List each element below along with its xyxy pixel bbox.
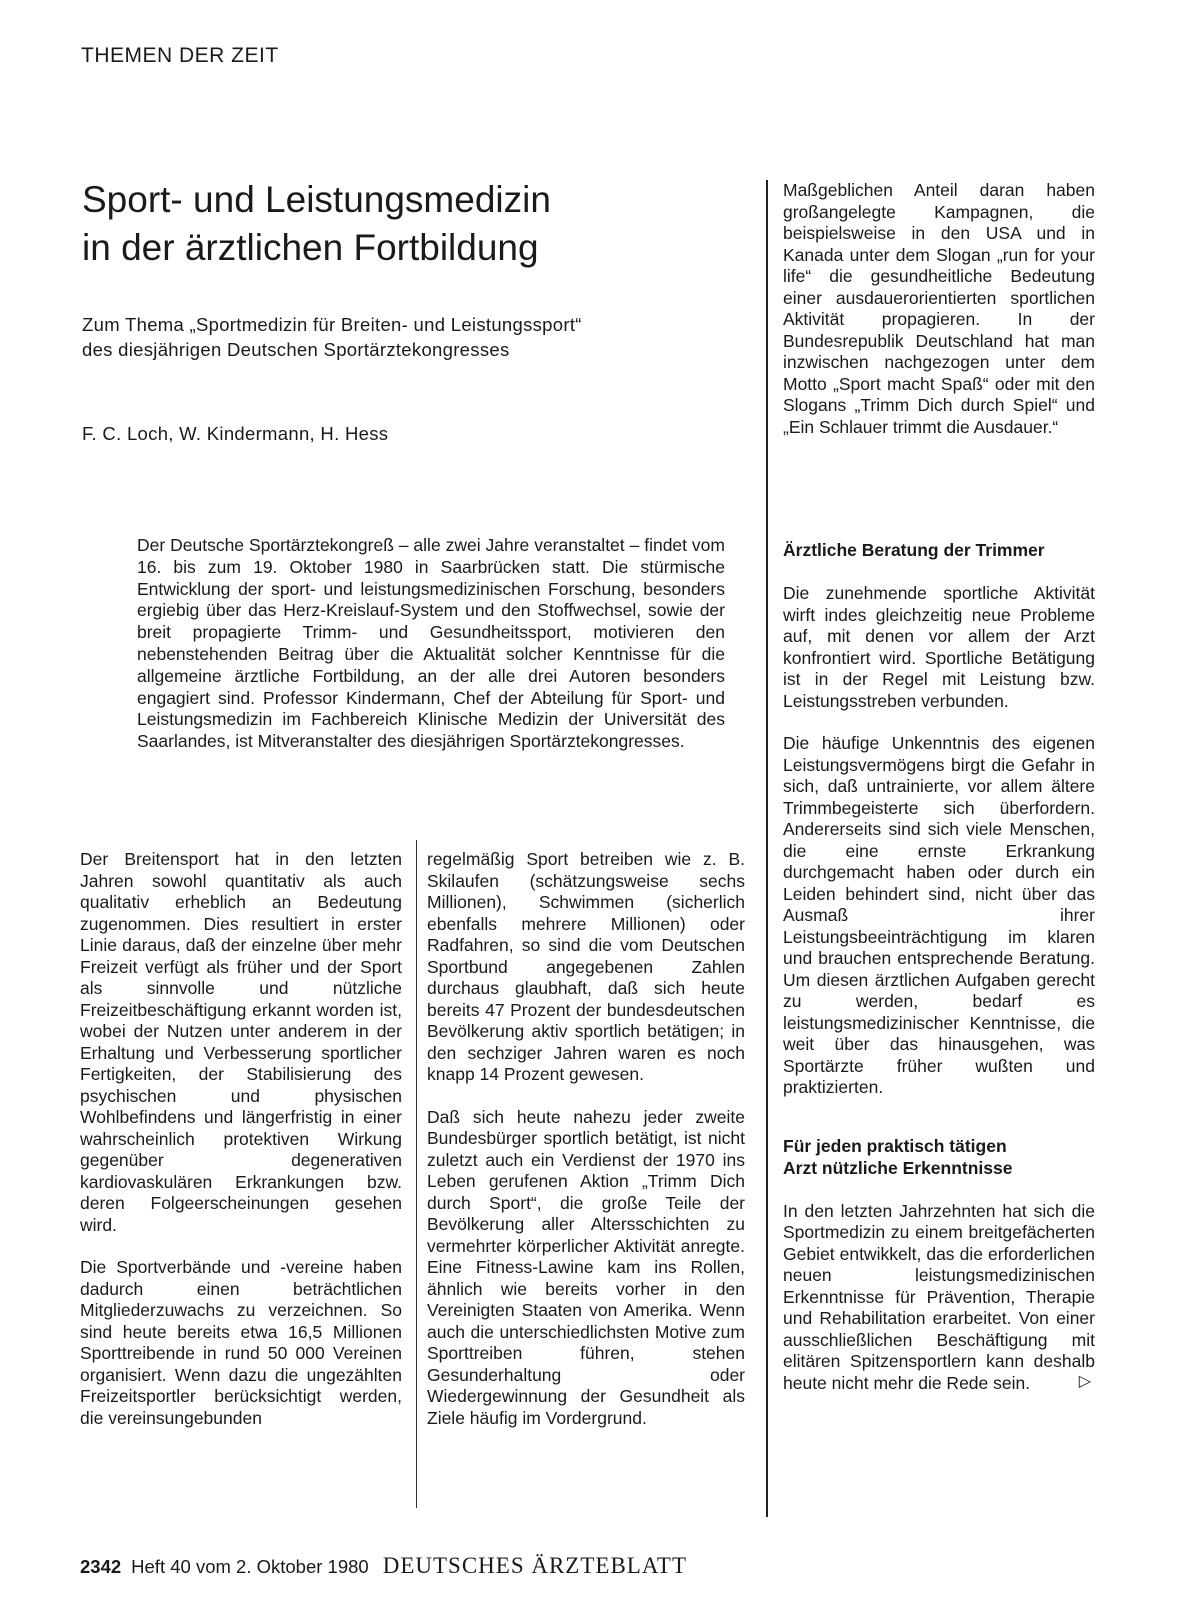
continue-arrow-icon: ▷ <box>1078 1372 1091 1390</box>
paragraph: Die Sportverbände und -vereine haben dadurch einen beträchtlichen Mitgliederzuwachs zu verzeichnen. So sind heute bereits etwa 16,5 Millionen Sporttreibende in rund 50 000 Vereinen organisiert. Wenn dazu die ungezählten Freizeitsportler berücksichtigt werden, die vereinsungebunden <box>80 1257 402 1428</box>
paragraph: Die häufige Unkenntnis des eigenen Leistungsvermögens birgt die Gefahr in sich, daß untrainierte, vor allem ältere Trimmbegeisterte sich überfordern. Andererseits sind sich viele Menschen, die eine ernste Erkrankung durchgemacht haben oder durch ein Leiden behindert sind, nicht über das Ausmaß ihrer Leistungsbeeinträchtigung im klaren und brauchen entsprechende Beratung. Um diesen ärztlichen Aufgaben gerecht zu werden, bedarf es leistungsmedizinischer Kenntnisse, die weit über das hinausgehen, was Sportärzte früher wußten und praktizierten. <box>783 733 1095 1097</box>
column-divider-middle <box>416 840 417 1508</box>
paragraph: Der Breitensport hat in den letzten Jahren sowohl quantitativ als auch qualitativ erheblich an Bedeutung zugenommen. Dies resultiert in erster Linie daraus, daß der einzelne über mehr Freizeit verfügt als früher und der Sport als sinnvolle und nützliche Freizeitbeschäftigung erkannt worden ist, wobei der Nutzen unter anderem in der Erhaltung und Verbesserung sportlicher Fertigkeiten, der Stabilisierung des psychischen und physischen Wohlbefindens und längerfristig in einer wahrscheinlich protektiven Wirkung gegenüber degenerativen kardiovaskulären Erkrankungen bzw. deren Folgeerscheinungen gesehen wird. <box>80 849 402 1235</box>
paragraph: Die zunehmende sportliche Aktivität wirft indes gleichzeitig neue Probleme auf, mit denen vor allem der Arzt konfrontiert wird. Sportliche Betätigung ist in der Regel mit Leistung bzw. Leistungsstreben verbunden. <box>783 583 1095 711</box>
title-line-2: in der ärztlichen Fortbildung <box>82 227 539 268</box>
column-right-top <box>783 180 1095 459</box>
column-divider-right <box>766 180 768 1517</box>
column-middle <box>427 849 745 1450</box>
section-heading <box>783 1135 1095 1179</box>
paragraph: In den letzten Jahrzehnten hat sich die Sportmedizin zu einem breitgefächerten Gebiet entwikkelt, das die erforderlichen neuen leistungsmedizinischen Erkenntnisse für Prävention, Therapie und Rehabilitation erarbeitet. Von einer ausschließlichen Beschäftigung mit elitären Spitzensportlern kann deshalb heute nicht mehr die Rede sein. <box>783 1200 1095 1393</box>
section-heading: Ärztliche Beratung der Trimmer <box>783 540 1045 560</box>
column-right <box>783 539 1095 1394</box>
paragraph: Daß sich heute nahezu jeder zweite Bundesbürger sportlich betätigt, ist nicht zuletzt auch ein Verdienst der 1970 ins Leben gerufenen Aktion „Trimm Dich durch Sport“, die große Teile der Bevölkerung aller Altersschichten zu vermehrter körperlicher Aktivität anregte. Eine Fitness-Lawine kam ins Rollen, ähnlich wie bereits vorher in den Vereinigten Staaten von Amerika. Wenn auch die unterschiedlichsten Motive zum Sporttreiben führen, stehen Gesunderhaltung oder Wiedergewinnung der Gesundheit als Ziele häufig im Vordergrund. <box>427 1106 745 1428</box>
final-paragraph-wrap <box>783 1201 1095 1395</box>
page-footer <box>80 1553 687 1579</box>
heading-line-2: Arzt nützliche Erkenntnisse <box>783 1157 1013 1178</box>
journal-name: DEUTSCHES ÄRZTEBLATT <box>382 1553 688 1578</box>
column-left <box>80 849 402 1450</box>
article-subtitle <box>82 312 722 362</box>
title-line-1: Sport- und Leistungsmedizin <box>82 179 551 220</box>
page-number: 2342 <box>80 1556 122 1577</box>
authors: F. C. Loch, W. Kindermann, H. Hess <box>82 423 389 444</box>
subtitle-line-1: Zum Thema „Sportmedizin für Breiten- und Leistungssport“ <box>82 314 582 335</box>
subtitle-line-2: des diesjährigen Deutschen Sportärztekongresses <box>82 339 510 360</box>
paragraph: regelmäßig Sport betreiben wie z. B. Skilaufen (schätzungsweise sechs Millionen), Schwimmen (sicherlich ebenfalls mehrere Millionen) oder Radfahren, so sind die vom Deutschen Sportbund angegebenen Zahlen durchaus glaubhaft, daß sich heute bereits 47 Prozent der bundesdeutschen Bevölkerung aktiv sportlich betätigen; in den sechziger Jahren waren es noch knapp 14 Prozent gewesen. <box>427 849 745 1084</box>
paragraph: Maßgeblichen Anteil daran haben großangelegte Kampagnen, die beispielsweise in den USA und in Kanada unter dem Slogan „run for your life“ die gesundheitliche Bedeutung einer ausdauerorientierten sportlichen Aktivität propagieren. In der Bundesrepublik Deutschland hat man inzwischen nachgezogen unter dem Motto „Sport macht Spaß“ oder mit den Slogans „Trimm Dich durch Spiel“ und „Ein Schlauer trimmt die Ausdauer.“ <box>783 180 1095 437</box>
heading-line-1: Für jeden praktisch tätigen <box>783 1135 1007 1156</box>
section-label: THEMEN DER ZEIT <box>81 44 279 67</box>
issue-info: Heft 40 vom 2. Oktober 1980 <box>131 1556 369 1577</box>
intro-abstract: Der Deutsche Sportärztekongreß – alle zwei Jahre veranstaltet – findet vom 16. bis zum 19. Oktober 1980 in Saarbrücken statt. Die stürmische Entwicklung der sport- und leistungsmedizinischen Forschung, besonders ergiebig über das Herz-Kreislauf-System und den Stoffwechsel, sowie der breit propagierte Trimm- und Gesundheitssport, motivieren den nebenstehenden Beitrag über die Aktualität solcher Kenntnisse für die allgemeine ärztliche Fortbildung, an der alle drei Autoren besonders engagiert sind. Professor Kindermann, Chef der Abteilung für Sport- und Leistungsmedizin im Fachbereich Klinische Medizin der Universität des Saarlandes, ist Mitveranstalter des diesjährigen Sportärztekongresses. <box>137 535 725 752</box>
article-title <box>82 176 702 272</box>
